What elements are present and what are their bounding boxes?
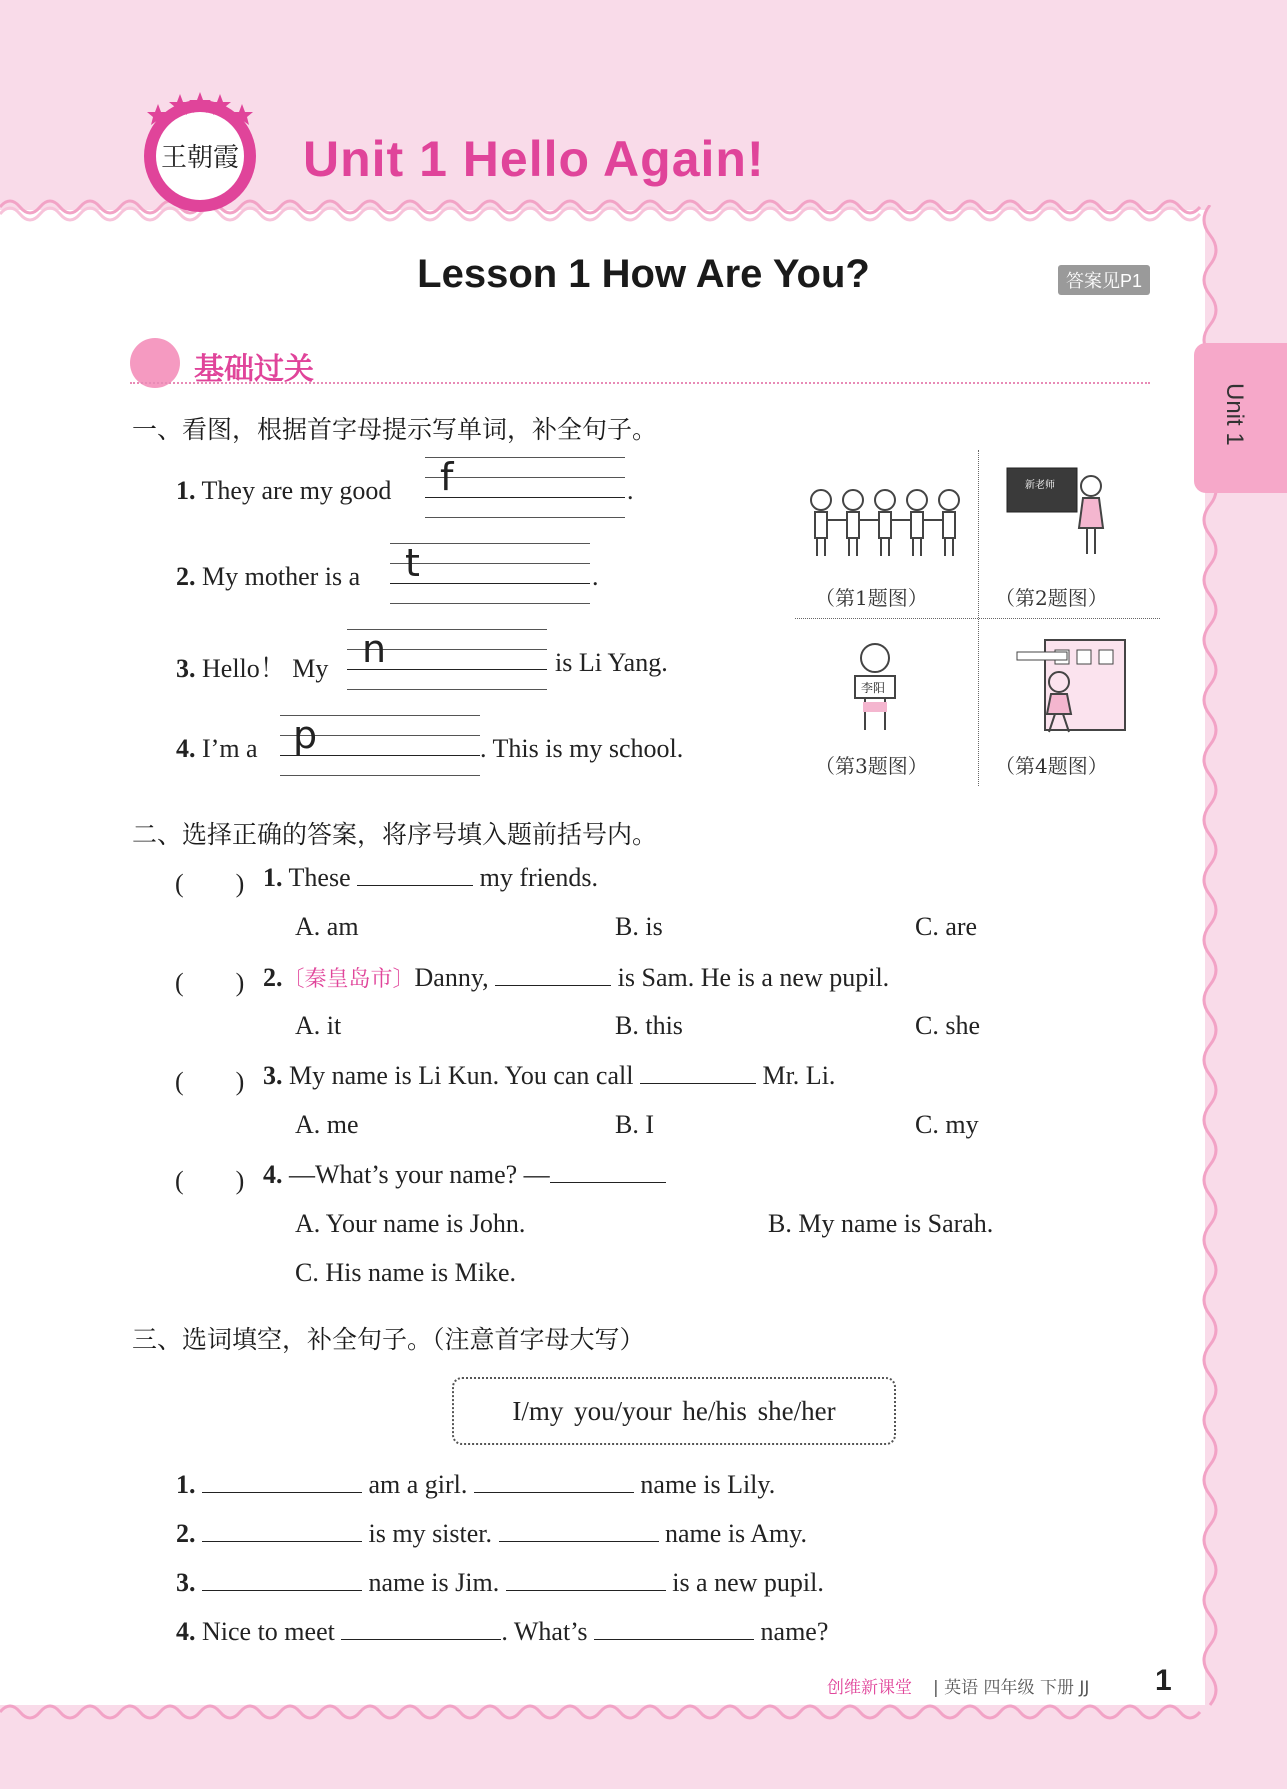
blank[interactable]	[202, 1540, 362, 1542]
option-1a: A. am	[295, 912, 359, 941]
part2-question-3: 3. My name is Li Kun. You can call Mr. Li.	[263, 1061, 836, 1090]
section-header	[130, 338, 1170, 388]
option-3c: C. my	[915, 1110, 979, 1139]
option-4a: A. Your name is John.	[295, 1209, 526, 1238]
blank[interactable]	[640, 1082, 756, 1084]
answer-paren-3[interactable]: ( )	[175, 1067, 245, 1096]
section-label: 基础过关	[194, 352, 314, 387]
blank[interactable]	[357, 884, 473, 886]
blank[interactable]	[594, 1638, 754, 1640]
option-2c: C. she	[915, 1011, 980, 1040]
writing-lines-1[interactable]	[425, 457, 625, 517]
blank[interactable]	[341, 1638, 501, 1640]
region-tag: 〔秦皇岛市〕	[282, 967, 415, 992]
part1-item-1-end: .	[627, 476, 634, 505]
part1-item-3-end: is Li Yang.	[555, 648, 668, 677]
option-3b: B. I	[615, 1110, 654, 1139]
part1-heading: 一、看图，根据首字母提示写单词，补全句子。	[132, 415, 658, 444]
part1-item-3: 3. Hello！ My	[176, 654, 329, 683]
blank[interactable]	[202, 1491, 362, 1493]
part1-item-4: 4. I’m a	[176, 734, 258, 763]
boy-illustration	[845, 640, 905, 740]
caption-2: （第2题图）	[995, 586, 1108, 610]
answer-paren-2[interactable]: ( )	[175, 968, 245, 997]
part1-item-1: 1. They are my good	[176, 476, 392, 505]
school-girl-illustration	[1015, 630, 1135, 740]
part3-heading: 三、选词填空，补全句子。（注意首字母大写）	[132, 1325, 645, 1354]
side-tab-label: Unit 1	[1221, 383, 1248, 446]
caption-3: （第3题图）	[815, 754, 928, 778]
page-number: 1	[1155, 1664, 1172, 1697]
girl-avatar-icon	[130, 338, 180, 388]
footer-info: | 英语 四年级 下册 JJ	[933, 1678, 1090, 1698]
part2-heading: 二、选择正确的答案，将序号填入题前括号内。	[132, 820, 658, 849]
friends-illustration	[803, 480, 963, 560]
option-4c: C. His name is Mike.	[295, 1258, 516, 1287]
part1-item-4-end: . This is my school.	[480, 734, 684, 763]
option-4b: B. My name is Sarah.	[768, 1209, 994, 1238]
lesson-title: Lesson 1 How Are You?	[417, 252, 870, 296]
grid-divider-horizontal	[795, 618, 1160, 619]
side-tab-unit	[1194, 343, 1287, 493]
unit-title: Unit 1 Hello Again!	[303, 131, 765, 187]
answer-paren-4[interactable]: ( )	[175, 1166, 245, 1195]
brand-logo	[138, 92, 262, 216]
option-2b: B. this	[615, 1011, 683, 1040]
picture-grid	[795, 450, 1160, 786]
section-divider	[130, 382, 1150, 384]
part2-question-2: 2.〔秦皇岛市〕Danny, is Sam. He is a new pupil.	[263, 963, 890, 992]
option-2a: A. it	[295, 1011, 342, 1040]
svg-text:王朝霞: 王朝霞	[160, 143, 240, 173]
hint-letter-3: n	[362, 627, 387, 671]
answer-tag: 答案见P1	[1058, 265, 1150, 295]
blank[interactable]	[474, 1491, 634, 1493]
option-3a: A. me	[295, 1110, 359, 1139]
hint-letter-2: t	[405, 541, 420, 585]
svg-text:李阳: 李阳	[861, 681, 886, 695]
part3-item-2: 2. is my sister. name is Amy.	[176, 1519, 808, 1548]
caption-1: （第1题图）	[815, 586, 928, 610]
option-1c: C. are	[915, 912, 978, 941]
caption-4: （第4题图）	[995, 754, 1108, 778]
teacher-illustration	[1005, 464, 1115, 564]
hint-letter-1: f	[440, 455, 454, 499]
part3-item-4: 4. Nice to meet . What’s name?	[176, 1617, 829, 1646]
blank[interactable]	[506, 1589, 666, 1591]
svg-text:新老师: 新老师	[1025, 480, 1055, 491]
blank[interactable]	[495, 984, 611, 986]
hint-letter-4: p	[293, 713, 318, 757]
writing-lines-2[interactable]	[390, 543, 590, 603]
part3-item-3: 3. name is Jim. is a new pupil.	[176, 1568, 824, 1597]
part2-question-4: 4. —What’s your name? —	[263, 1160, 666, 1190]
answer-paren-1[interactable]: ( )	[175, 869, 245, 898]
footer-brand: 创维新课堂	[827, 1678, 912, 1698]
wavy-border-bottom	[0, 1700, 1287, 1730]
blank[interactable]	[499, 1540, 659, 1542]
part3-item-1: 1. am a girl. name is Lily.	[176, 1470, 776, 1499]
blank[interactable]	[550, 1181, 666, 1183]
blank[interactable]	[202, 1589, 362, 1591]
part1-item-2: 2. My mother is a	[176, 562, 361, 591]
part1-item-2-end: .	[592, 562, 599, 591]
part2-question-1: 1. These my friends.	[263, 863, 599, 892]
word-box: I/my you/your he/his she/her	[452, 1377, 896, 1445]
option-1b: B. is	[615, 912, 663, 941]
